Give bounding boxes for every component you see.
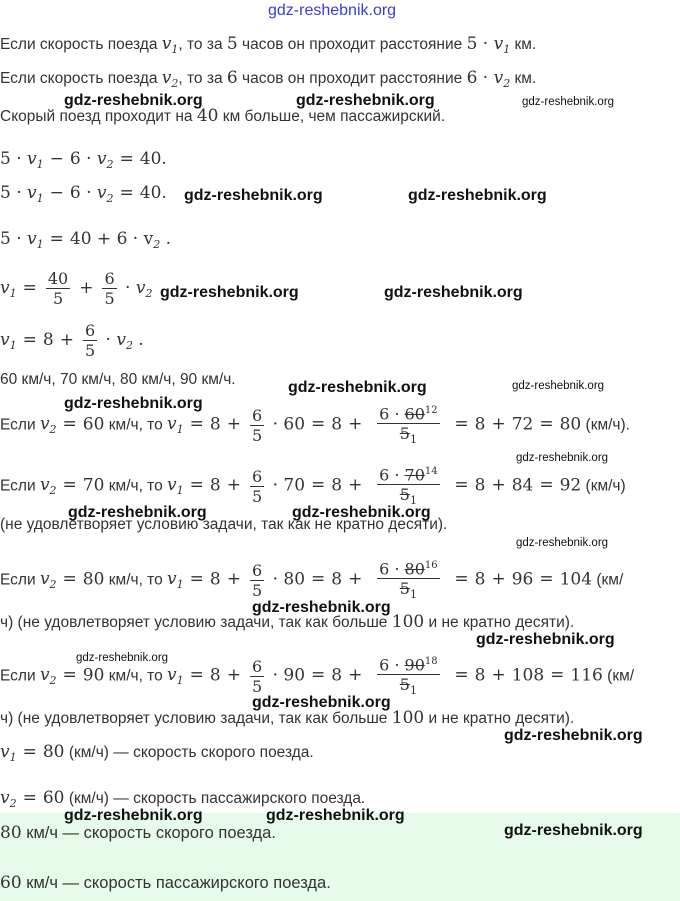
result-v1: $v_1 = 80$ (км/ч) — скорость скорого поезда. — [0, 742, 314, 764]
equation-5: $v_1 = 8$ + $\frac{6}{5}$ · $v_2$ . — [0, 321, 144, 361]
intro-line-2: Если скорость поезда $v_2$, то за 6 часов он проходит расстояние $6 \cdot v_2$ км. — [0, 68, 537, 90]
watermark: gdz-reshebnik.org — [288, 379, 427, 396]
watermark: gdz-reshebnik.org — [292, 504, 431, 521]
watermark: gdz-reshebnik.org — [252, 599, 391, 616]
watermark: gdz-reshebnik.org — [476, 631, 615, 648]
watermark: gdz-reshebnik.org — [504, 727, 643, 744]
watermark: gdz-reshebnik.org — [160, 284, 299, 301]
watermark: gdz-reshebnik.org — [68, 504, 207, 521]
equation-1: $5 \cdot v_1 - 6 \cdot v_2 = 40$. — [0, 149, 167, 171]
watermark: gdz-reshebnik.org — [512, 380, 605, 392]
watermark: gdz-reshebnik.org — [64, 395, 203, 412]
watermark: gdz-reshebnik.org — [252, 694, 391, 711]
intro-line-3: Скорый поезд проходит на 40 км больше, чем пассажирский. — [0, 106, 446, 126]
note-70: (не удовлетворяет условию задачи, так как не кратно десяти). — [0, 516, 448, 533]
watermark: gdz-reshebnik.org — [516, 537, 609, 549]
site-header-link[interactable]: gdz-reshebnik.org — [268, 2, 397, 19]
answer-line-2: 60 км/ч — скорость пассажирского поезда. — [0, 873, 331, 893]
equation-2: $5 \cdot v_1 - 6 \cdot v_2 = 40$. — [0, 183, 167, 205]
equation-4: $v_1$ = $\frac{40}{5}$ + $\frac{6}{5}$ · $v_2$ — [0, 269, 153, 309]
watermark: gdz-reshebnik.org — [296, 92, 435, 109]
watermark: gdz-reshebnik.org — [266, 807, 405, 824]
watermark: gdz-reshebnik.org — [522, 96, 615, 108]
watermark: gdz-reshebnik.org — [516, 452, 609, 464]
watermark: gdz-reshebnik.org — [184, 187, 323, 204]
options-line: 60 км/ч, 70 км/ч, 80 км/ч, 90 км/ч. — [0, 371, 236, 388]
case-70: Если $v_2 = 70$ км/ч, то $v_1 = 8$ + $\frac{6}{5}$ · 70 = 8 + $\frac{6 \cdot 70^{14}}{5_1}$ = 8 + 84 = 92 (км/ч) — [0, 462, 626, 513]
watermark: gdz-reshebnik.org — [384, 284, 523, 301]
watermark: gdz-reshebnik.org — [504, 822, 643, 839]
note-80: ч) (не удовлетворяет условию задачи, так как больше 100 и не кратно десяти). — [0, 612, 575, 632]
answer-line-1: 80 км/ч — скорость скорого поезда. — [0, 823, 276, 843]
watermark: gdz-reshebnik.org — [76, 652, 169, 664]
watermark: gdz-reshebnik.org — [408, 187, 547, 204]
intro-line-1: Если скорость поезда $v_1$, то за 5 часов он проходит расстояние $5 \cdot v_1$ км. — [0, 34, 537, 56]
result-v2: $v_2 = 60$ (км/ч) — скорость пассажирского поезда. — [0, 788, 366, 810]
case-80: Если $v_2 = 80$ км/ч, то $v_1 = 8$ + $\frac{6}{5}$ · 80 = 8 + $\frac{6 \cdot 80^{16}}{5_1}$ = 8 + 96 = 104 (км/ — [0, 556, 623, 607]
equation-3: $5 \cdot v_1 = 40 + 6 \cdot v_2$ . — [0, 229, 172, 251]
case-60: Если $v_2 = 60$ км/ч, то $v_1 = 8$ + $\frac{6}{5}$ · 60 = 8 + $\frac{6 \cdot 60^{12}}{5_1}$ = 8 + 72 = 80 (км/ч). — [0, 401, 630, 452]
case-90: Если $v_2 = 90$ км/ч, то $v_1 = 8$ + $\frac{6}{5}$ · 90 = 8 + $\frac{6 \cdot 90^{18}}{5_1}$ = 8 + 108 = 116 (км/ — [0, 652, 634, 703]
watermark: gdz-reshebnik.org — [64, 807, 203, 824]
watermark: gdz-reshebnik.org — [64, 92, 203, 109]
note-90: ч) (не удовлетворяет условию задачи, так как больше 100 и не кратно десяти). — [0, 708, 575, 728]
